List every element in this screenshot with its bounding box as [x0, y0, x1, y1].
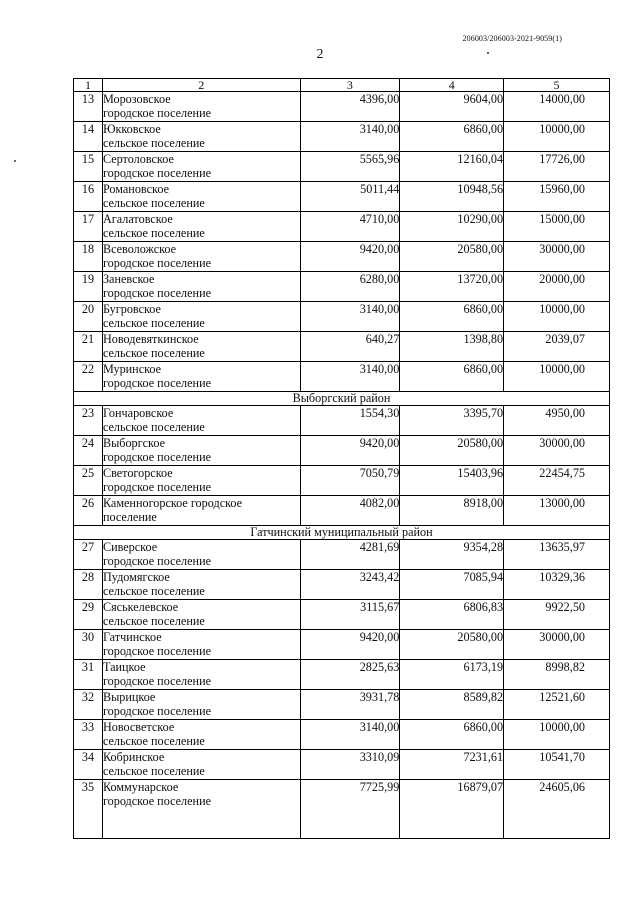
- settlement-name-cell: [102, 570, 300, 600]
- settlement-name-cell: [102, 362, 300, 392]
- table-row: [74, 436, 610, 466]
- settlement-type: городское поселение: [102, 644, 212, 658]
- settlement-name: Бугровское: [102, 302, 161, 316]
- settlement-type: сельское поселение: [102, 226, 205, 240]
- settlement-name-cell: [102, 332, 300, 362]
- settlement-name-cell: [102, 212, 300, 242]
- value-col5: 17726,00: [504, 152, 610, 182]
- value-col5: 2039,07: [504, 332, 610, 362]
- value-col5: 9922,50: [504, 600, 610, 630]
- settlement-name: Вырицкое: [102, 690, 156, 704]
- row-number: 18: [74, 242, 103, 272]
- settlement-name: Гатчинское: [102, 630, 162, 644]
- settlement-name-cell: [102, 406, 300, 436]
- table-row: [74, 362, 610, 392]
- settlement-type: сельское поселение: [102, 196, 205, 210]
- value-col3: 3931,78: [300, 690, 400, 720]
- settlement-type: городское поселение: [102, 106, 212, 120]
- settlement-name: Новодевяткинское: [102, 332, 199, 346]
- settlement-type: сельское поселение: [102, 346, 205, 360]
- value-col5: 10329,36: [504, 570, 610, 600]
- value-col5: 22454,75: [504, 466, 610, 496]
- value-col5: 15000,00: [504, 212, 610, 242]
- settlement-type: поселение: [102, 510, 157, 524]
- value-col4: 15403,96: [400, 466, 504, 496]
- column-header: 3: [300, 79, 400, 92]
- allocation-table: [73, 78, 610, 839]
- settlement-name-cell: [102, 302, 300, 332]
- value-col4: 20580,00: [400, 242, 504, 272]
- table-row: [74, 780, 610, 839]
- value-col3: 3140,00: [300, 362, 400, 392]
- row-number: 15: [74, 152, 103, 182]
- settlement-name: Морозовское: [102, 92, 171, 106]
- value-col4: 6860,00: [400, 720, 504, 750]
- value-col4: 8918,00: [400, 496, 504, 526]
- table-row: [74, 122, 610, 152]
- settlement-name: Гончаровское: [102, 406, 174, 420]
- document-id: 206003/206003-2021-9059(1): [462, 34, 562, 43]
- settlement-type: городское поселение: [102, 166, 212, 180]
- settlement-name: Новосветское: [102, 720, 175, 734]
- settlement-name: Кобринское: [102, 750, 165, 764]
- value-col5: 30000,00: [504, 630, 610, 660]
- value-col3: 2825,63: [300, 660, 400, 690]
- value-col4: 6173,19: [400, 660, 504, 690]
- page-number: 2: [316, 47, 324, 62]
- row-number: 26: [74, 496, 103, 526]
- row-number: 23: [74, 406, 103, 436]
- section-title: Выборгский район: [74, 392, 610, 406]
- table-row: [74, 570, 610, 600]
- value-col5: 8998,82: [504, 660, 610, 690]
- row-number: 19: [74, 272, 103, 302]
- value-col3: 4396,00: [300, 92, 400, 122]
- value-col3: 9420,00: [300, 242, 400, 272]
- table-body: [74, 79, 610, 839]
- settlement-name: Пудомягское: [102, 570, 170, 584]
- settlement-type: сельское поселение: [102, 614, 205, 628]
- value-col5: 10000,00: [504, 302, 610, 332]
- row-number: 17: [74, 212, 103, 242]
- row-number: 16: [74, 182, 103, 212]
- value-col4: 9604,00: [400, 92, 504, 122]
- settlement-name: Сиверское: [102, 540, 158, 554]
- row-number: 27: [74, 540, 103, 570]
- value-col4: 1398,80: [400, 332, 504, 362]
- row-number: 21: [74, 332, 103, 362]
- value-col4: 10290,00: [400, 212, 504, 242]
- settlement-type: городское поселение: [102, 286, 212, 300]
- value-col4: 6860,00: [400, 122, 504, 152]
- value-col4: 7231,61: [400, 750, 504, 780]
- table-row: [74, 272, 610, 302]
- settlement-name-cell: [102, 122, 300, 152]
- settlement-name-cell: [102, 690, 300, 720]
- settlement-name-cell: [102, 720, 300, 750]
- value-col4: 20580,00: [400, 436, 504, 466]
- settlement-type: сельское поселение: [102, 136, 205, 150]
- value-col5: 12521,60: [504, 690, 610, 720]
- value-col3: 5011,44: [300, 182, 400, 212]
- value-col4: 10948,56: [400, 182, 504, 212]
- table-row: [74, 242, 610, 272]
- value-col5: 4950,00: [504, 406, 610, 436]
- settlement-name-cell: [102, 780, 300, 839]
- settlement-type: городское поселение: [102, 376, 212, 390]
- settlement-name: Каменногорское городское: [102, 496, 243, 510]
- value-col3: 3310,09: [300, 750, 400, 780]
- table-row: [74, 466, 610, 496]
- settlement-name: Муринское: [102, 362, 162, 376]
- value-col3: 7725,99: [300, 780, 400, 839]
- row-number: 24: [74, 436, 103, 466]
- value-col5: 13000,00: [504, 496, 610, 526]
- value-col3: 9420,00: [300, 630, 400, 660]
- table-row: [74, 332, 610, 362]
- row-number: 31: [74, 660, 103, 690]
- settlement-type: сельское поселение: [102, 764, 205, 778]
- column-header: 5: [504, 79, 610, 92]
- settlement-name: Романовское: [102, 182, 169, 196]
- scan-speck: [14, 160, 16, 162]
- table-row: [74, 630, 610, 660]
- section-header-row: [74, 392, 610, 406]
- value-col5: 15960,00: [504, 182, 610, 212]
- value-col3: 5565,96: [300, 152, 400, 182]
- value-col3: 4710,00: [300, 212, 400, 242]
- settlement-name: Всеволожское: [102, 242, 177, 256]
- row-number: 20: [74, 302, 103, 332]
- value-col4: 9354,28: [400, 540, 504, 570]
- table-row: [74, 496, 610, 526]
- settlement-type: городское поселение: [102, 674, 212, 688]
- row-number: 13: [74, 92, 103, 122]
- value-col3: 4082,00: [300, 496, 400, 526]
- value-col5: 14000,00: [504, 92, 610, 122]
- value-col5: 30000,00: [504, 436, 610, 466]
- settlement-name-cell: [102, 540, 300, 570]
- settlement-type: сельское поселение: [102, 316, 205, 330]
- table-row: [74, 750, 610, 780]
- value-col4: 6860,00: [400, 302, 504, 332]
- settlement-name-cell: [102, 92, 300, 122]
- value-col4: 13720,00: [400, 272, 504, 302]
- value-col3: 3243,42: [300, 570, 400, 600]
- value-col3: 9420,00: [300, 436, 400, 466]
- value-col5: 10541,70: [504, 750, 610, 780]
- column-header: 1: [74, 79, 103, 92]
- value-col4: 20580,00: [400, 630, 504, 660]
- value-col3: 6280,00: [300, 272, 400, 302]
- value-col3: 7050,79: [300, 466, 400, 496]
- value-col5: 10000,00: [504, 122, 610, 152]
- value-col5: 30000,00: [504, 242, 610, 272]
- table-row: [74, 406, 610, 436]
- row-number: 30: [74, 630, 103, 660]
- value-col3: 3140,00: [300, 122, 400, 152]
- value-col5: 10000,00: [504, 362, 610, 392]
- settlement-name: Светогорское: [102, 466, 173, 480]
- value-col4: 16879,07: [400, 780, 504, 839]
- value-col4: 7085,94: [400, 570, 504, 600]
- section-title: Гатчинский муниципальный район: [74, 526, 610, 540]
- settlement-name: Заневское: [102, 272, 155, 286]
- row-number: 32: [74, 690, 103, 720]
- settlement-name: Сертоловское: [102, 152, 174, 166]
- table-row: [74, 540, 610, 570]
- table-row: [74, 690, 610, 720]
- value-col5: 13635,97: [504, 540, 610, 570]
- column-header: 4: [400, 79, 504, 92]
- table-row: [74, 600, 610, 630]
- column-header: 2: [102, 79, 300, 92]
- row-number: 22: [74, 362, 103, 392]
- table-row: [74, 92, 610, 122]
- value-col3: 3140,00: [300, 302, 400, 332]
- table-row: [74, 720, 610, 750]
- row-number: 33: [74, 720, 103, 750]
- row-number: 34: [74, 750, 103, 780]
- settlement-name-cell: [102, 600, 300, 630]
- settlement-type: городское поселение: [102, 480, 212, 494]
- table-row: [74, 152, 610, 182]
- settlement-name-cell: [102, 750, 300, 780]
- value-col3: 4281,69: [300, 540, 400, 570]
- settlement-name-cell: [102, 272, 300, 302]
- value-col5: 24605,06: [504, 780, 610, 839]
- value-col3: 640,27: [300, 332, 400, 362]
- settlement-type: сельское поселение: [102, 584, 205, 598]
- row-number: 35: [74, 780, 103, 839]
- value-col5: 20000,00: [504, 272, 610, 302]
- settlement-name-cell: [102, 466, 300, 496]
- settlement-type: городское поселение: [102, 794, 212, 808]
- value-col3: 3115,67: [300, 600, 400, 630]
- settlement-type: городское поселение: [102, 554, 212, 568]
- settlement-type: сельское поселение: [102, 734, 205, 748]
- settlement-name-cell: [102, 436, 300, 466]
- settlement-name-cell: [102, 182, 300, 212]
- settlement-name-cell: [102, 152, 300, 182]
- value-col4: 3395,70: [400, 406, 504, 436]
- settlement-name: Юкковское: [102, 122, 161, 136]
- settlement-name: Агалатовское: [102, 212, 173, 226]
- settlement-name-cell: [102, 496, 300, 526]
- value-col4: 8589,82: [400, 690, 504, 720]
- table-row: [74, 302, 610, 332]
- table-row: [74, 182, 610, 212]
- scan-speck: [487, 52, 489, 54]
- row-number: 14: [74, 122, 103, 152]
- section-header-row: [74, 526, 610, 540]
- settlement-type: городское поселение: [102, 704, 212, 718]
- settlement-name-cell: [102, 660, 300, 690]
- table-row: [74, 660, 610, 690]
- settlement-name: Коммунарское: [102, 780, 179, 794]
- settlement-type: городское поселение: [102, 450, 212, 464]
- row-number: 25: [74, 466, 103, 496]
- settlement-type: городское поселение: [102, 256, 212, 270]
- value-col4: 12160,04: [400, 152, 504, 182]
- table-row: [74, 212, 610, 242]
- value-col4: 6860,00: [400, 362, 504, 392]
- settlement-name: Сяськелевское: [102, 600, 179, 614]
- settlement-name: Таицкое: [102, 660, 146, 674]
- row-number: 29: [74, 600, 103, 630]
- settlement-type: сельское поселение: [102, 420, 205, 434]
- value-col3: 3140,00: [300, 720, 400, 750]
- value-col5: 10000,00: [504, 720, 610, 750]
- settlement-name-cell: [102, 630, 300, 660]
- settlement-name: Выборгское: [102, 436, 166, 450]
- row-number: 28: [74, 570, 103, 600]
- column-header-row: [74, 79, 610, 92]
- value-col3: 1554,30: [300, 406, 400, 436]
- settlement-name-cell: [102, 242, 300, 272]
- value-col4: 6806,83: [400, 600, 504, 630]
